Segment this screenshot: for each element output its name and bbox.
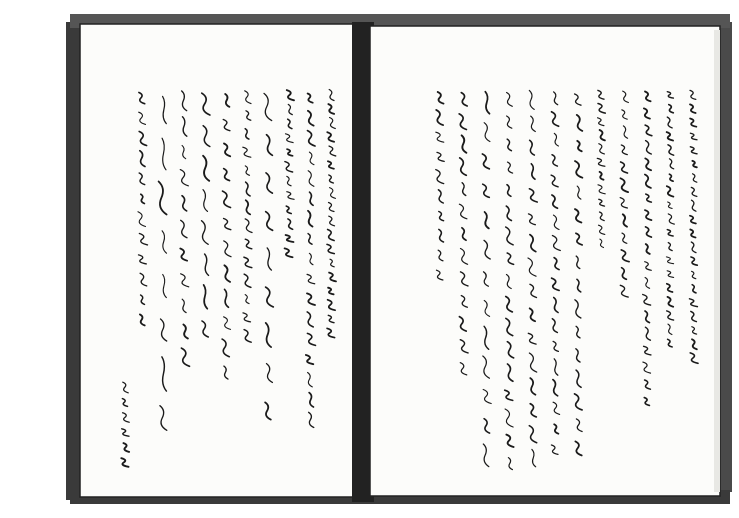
- page-stack-right: [714, 30, 720, 492]
- left-page: [80, 24, 364, 497]
